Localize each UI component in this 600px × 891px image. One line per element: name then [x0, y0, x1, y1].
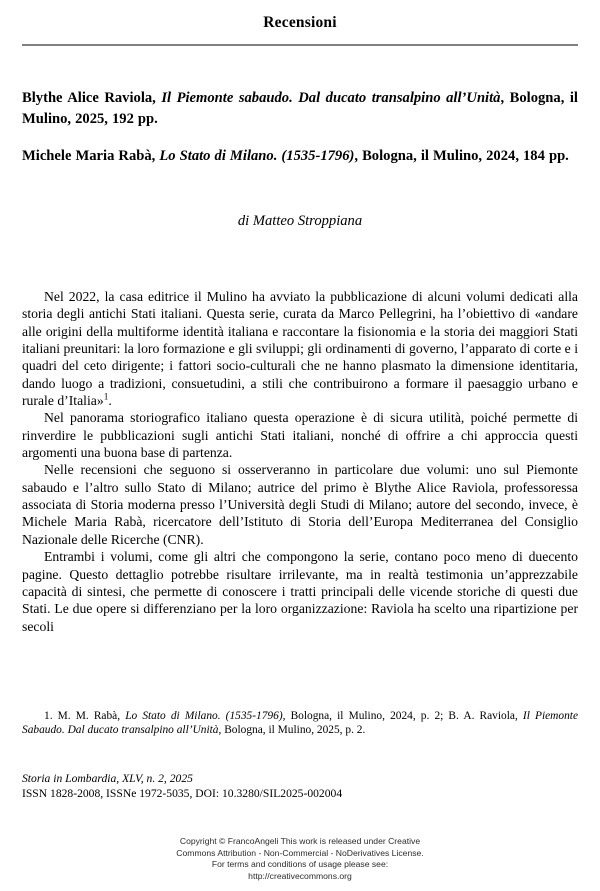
body-paragraph-1 [22, 288, 578, 409]
footnote-1-seg-a: M. M. Rabà, [57, 710, 126, 722]
book-reference-2-title: Lo Stato di Milano. (1535-1796) [159, 148, 355, 164]
running-head: Recensioni [263, 14, 337, 31]
book-reference-1-imprint: , Bologna, il Mulino, 2025, 192 pp. [22, 90, 578, 128]
journal-identifiers: ISSN 1828-2008, ISSNe 1972-5035, DOI: 10.3280/SIL2025-002004 [22, 786, 343, 800]
footnote-marker-1: 1 [103, 392, 109, 403]
book-reference-1-title: Il Piemonte sabaudo. Dal ducato transalpino all’Unità [161, 90, 501, 106]
body-paragraph-2: Nel panorama storiografico italiano questa operazione è di sicura utilità, poiché permette di rinverdire le pubblicazioni sugli antichi Stati italiani, nonché di offrire a chi approccia questi argomenti una buona base di partenza. [22, 410, 578, 461]
journal-citation: Storia in Lombardia, XLV, n. 2, 2025 [22, 772, 193, 785]
body-paragraph-4: Entrambi i volumi, come gli altri che compongono la serie, contano poco meno di duecento pagine. Questo dettaglio potrebbe risultare irrilevante, ma in realtà testimonia un’apprezzabile capacità di sintesi, che permette di conoscere i tratti principali delle vicende storiche di questi due Stati. Le due opere si differenziano per la loro organizzazione: Raviola ha scelto una ripartizione per secoli [22, 549, 578, 634]
journal-colophon [22, 772, 578, 801]
book-reference-1 [22, 88, 578, 131]
body-paragraph-1-text: Nel 2022, la casa editrice il Mulino ha avviato la pubblicazione di alcuni volumi dedicati alla storia degli antichi Stati italiani. Questa serie, curata da Marco Pellegrini, ha l’obiettivo di «andare alle origini della multiforme identità italiana e raccontare la fisionomia e la storia dei maggiori Stati italiani preunitari: la loro formazione e gli sviluppi; gli ordinamenti di governo, l’apparato di corte e i quadri del ceto dirigente; i fattori socio-culturali che ne hanno plasmato la dimensione identitaria, dando luogo a tradizioni, consuetudini, a stili che contribuirono a formare il paesaggio urbano e rurale d’Italia» [22, 289, 578, 409]
article-body [22, 288, 578, 635]
footnote-1-seg-b: , Bologna, il Mulino, 2024, p. 2; B. A. Raviola, [282, 710, 523, 722]
author-byline: di Matteo Stroppiana [237, 213, 363, 229]
body-paragraph-3: Nelle recensioni che seguono si osserveranno in particolare due volumi: uno sul Piemonte sabaudo e l’altro sullo Stato di Milano; autrice del primo è Blythe Alice Raviola, professoressa associata di Storia moderna presso l’Università degli Studi di Milano; autore del secondo, invece, è Michele Maria Rabà, ricercatore dell’Istituto di Storia dell’Europa Mediterranea del Consiglio Nazionale delle Ricerche (CNR). [22, 462, 578, 547]
book-reference-1-author: Blythe Alice Raviola, [22, 90, 156, 106]
copyright-notice [22, 836, 578, 882]
footnote-area [22, 709, 578, 738]
footnote-1-seg-c: , Bologna, il Mulino, 2025, p. 2. [218, 724, 366, 737]
copyright-line-2: Commons Attribution - Non-Commercial - NoDerivatives License. [176, 847, 424, 858]
book-reference-2 [22, 146, 578, 167]
header-rule [22, 44, 578, 46]
book-reference-2-author: Michele Maria Rabà, [22, 148, 156, 164]
footnote-1-number: 1. [44, 710, 58, 722]
copyright-line-3: For terms and conditions of usage please see: [211, 859, 389, 870]
book-reference-2-imprint: , Bologna, il Mulino, 2024, 184 pp. [354, 148, 569, 164]
footnote-1 [22, 709, 578, 738]
body-paragraph-1-tail: . [108, 393, 112, 409]
copyright-link[interactable]: http://creativecommons.org [248, 870, 352, 881]
copyright-line-1: Copyright © FrancoAngeli This work is released under Creative [179, 836, 421, 846]
footnote-1-title-a: Lo Stato di Milano. (1535-1796) [125, 710, 283, 722]
footnote-1-title-b: Il Piemonte Sabaudo. Dal ducato transalpino all’Unità [22, 710, 579, 737]
